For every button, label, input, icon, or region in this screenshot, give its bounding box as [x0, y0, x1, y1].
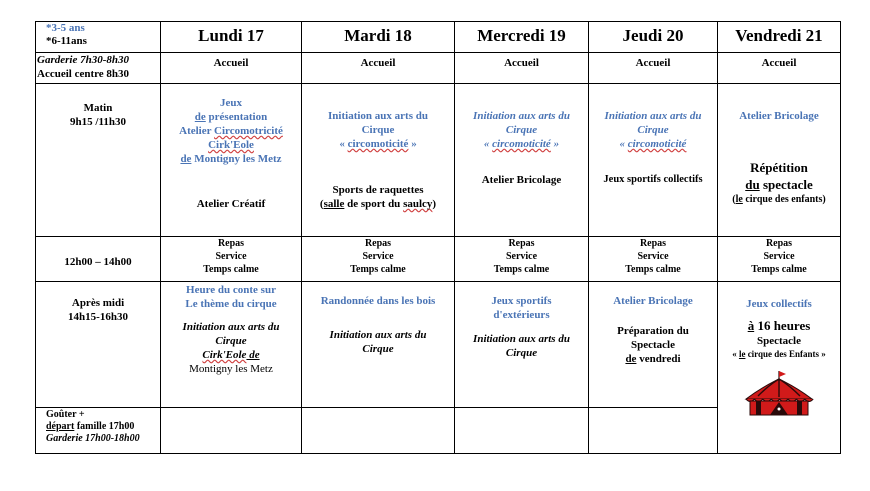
thu-vendredi: de vendredi — [625, 353, 681, 365]
wed-initiation-pm: Initiation aux arts du — [473, 333, 570, 345]
mon-initiation: Initiation aux arts du — [182, 321, 280, 333]
day-header-tuesday: Mardi 18 — [302, 22, 455, 53]
gouter-tuesday — [302, 408, 455, 454]
fri-16-heures: à 16 heures — [747, 318, 811, 333]
tue-cirque-pm: Cirque — [362, 343, 394, 355]
mon-cirkeole-de: Cirk'Eole de — [202, 349, 260, 361]
fri-cirque-enfants-pm: « le cirque des Enfants » — [732, 349, 826, 359]
garderie-soir-label: Garderie 17h00-18h00 — [46, 433, 140, 444]
tue-initiation-pm: Initiation aux arts du — [329, 329, 427, 341]
temps-calme-label: Temps calme — [493, 264, 550, 275]
repas-wednesday — [455, 237, 589, 282]
wed-circomoticite: « circomoticité » — [483, 138, 560, 150]
fri-jeux-collectifs: Jeux collectifs — [746, 298, 812, 310]
fri-atelier-bricolage: Atelier Bricolage — [739, 110, 819, 122]
thu-initiation: Initiation aux arts du — [604, 110, 702, 122]
repas-label: Repas — [364, 238, 392, 249]
accueil-friday: Accueil — [718, 53, 841, 84]
temps-calme-label: Temps calme — [625, 264, 681, 275]
mon-montigny-pm: Montigny les Metz — [189, 363, 273, 375]
service-label: Service — [637, 251, 669, 262]
repas-label: Repas — [765, 238, 793, 249]
gouter-label: Goûter + — [46, 409, 85, 420]
thu-atelier-bricolage: Atelier Bricolage — [613, 295, 693, 307]
apres-midi-label: Après midi — [71, 297, 125, 309]
mon-montigny: de Montigny les Metz — [180, 153, 282, 165]
repas-label: Repas — [217, 238, 245, 249]
service-label: Service — [763, 251, 795, 262]
fri-cirque-enfants: (le cirque des enfants) — [732, 194, 826, 205]
repas-thursday — [589, 237, 718, 282]
depart-famille-label: départ famille 17h00 — [46, 421, 135, 432]
apres-midi-hours: 14h15-16h30 — [68, 311, 128, 323]
fri-repetition: Répétition — [750, 160, 808, 175]
wed-atelier-bricolage: Atelier Bricolage — [481, 174, 562, 186]
apres-midi-thursday — [589, 282, 718, 408]
accueil-label-cell — [36, 53, 161, 84]
temps-calme-label: Temps calme — [350, 264, 406, 275]
day-header-thursday: Jeudi 20 — [589, 22, 718, 53]
matin-row — [36, 84, 841, 237]
apres-midi-monday — [161, 282, 302, 408]
matin-wednesday — [455, 84, 589, 237]
thu-jeux-sportifs: Jeux sportifs collectifs — [603, 174, 703, 185]
fri-du-spectacle: du spectacle — [745, 177, 813, 192]
wed-cirque-pm: Cirque — [505, 347, 538, 359]
apres-midi-wednesday — [455, 282, 589, 408]
service-label: Service — [505, 251, 538, 262]
mon-atelier-creatif: Atelier Créatif — [196, 198, 266, 210]
gouter-thursday — [589, 408, 718, 454]
mon-theme-cirque: Le thème du cirque — [185, 298, 277, 310]
apres-midi-friday — [718, 282, 841, 454]
fri-spectacle: Spectacle — [757, 335, 801, 347]
wed-exterieurs: d'extérieurs — [493, 309, 550, 321]
thu-preparation: Préparation du — [617, 325, 689, 337]
mon-presentation: de présentation — [194, 111, 268, 123]
accueil-wednesday: Accueil — [455, 53, 589, 84]
accueil-tuesday: Accueil — [302, 53, 455, 84]
repas-label-cell — [36, 237, 161, 282]
repas-monday — [161, 237, 302, 282]
accueil-centre-label: Accueil centre 8h30 — [37, 68, 130, 80]
service-label: Service — [215, 251, 247, 262]
weekly-schedule-table — [35, 21, 841, 454]
gouter-wednesday — [455, 408, 589, 454]
repas-label: Repas — [508, 238, 535, 249]
age-groups-cell — [36, 22, 161, 53]
apres-midi-label-cell — [36, 282, 161, 408]
repas-friday — [718, 237, 841, 282]
age-group-3-5: *3-5 ans — [46, 22, 85, 34]
temps-calme-label: Temps calme — [751, 264, 807, 275]
matin-thursday — [589, 84, 718, 237]
garderie-label: Garderie 7h30-8h30 — [37, 54, 129, 66]
tue-initiation: Initiation aux arts du — [328, 110, 428, 122]
thu-cirque: Cirque — [637, 124, 669, 136]
wed-cirque: Cirque — [505, 124, 538, 136]
apres-midi-tuesday — [302, 282, 455, 408]
mon-atelier-circo: Atelier Circomotricité — [179, 125, 283, 137]
gouter-monday — [161, 408, 302, 454]
tue-salle-saulcy: (salle de sport du saulcy) — [319, 198, 437, 210]
age-group-6-11: *6-11ans — [46, 35, 87, 47]
mon-jeux: Jeux — [220, 97, 242, 109]
tue-randonnee: Randonnée dans les bois — [320, 295, 436, 307]
accueil-row — [36, 53, 841, 84]
thu-circomoticite: « circomoticité — [619, 138, 687, 150]
tue-sports-raquettes: Sports de raquettes — [332, 184, 424, 196]
matin-friday — [718, 84, 841, 237]
gouter-label-cell — [36, 408, 161, 454]
day-header-monday: Lundi 17 — [161, 22, 302, 53]
day-header-wednesday: Mercredi 19 — [455, 22, 589, 53]
circus-tent-icon — [718, 369, 840, 421]
mon-cirque: Cirque — [215, 335, 247, 347]
repas-label: Repas — [639, 238, 667, 249]
apres-midi-row — [36, 282, 841, 408]
header-row — [36, 22, 841, 53]
matin-label-cell — [36, 84, 161, 237]
matin-hours: 9h15 /11h30 — [70, 116, 126, 128]
accueil-monday: Accueil — [161, 53, 302, 84]
wed-initiation: Initiation aux arts du — [473, 110, 570, 122]
temps-calme-label: Temps calme — [203, 264, 259, 275]
mon-heure-conte: Heure du conte sur — [186, 284, 276, 296]
service-label: Service — [362, 251, 394, 262]
mon-cirkeole: Cirk'Eole — [208, 139, 254, 151]
tue-cirque: Cirque — [361, 124, 395, 136]
accueil-thursday: Accueil — [589, 53, 718, 84]
day-header-friday: Vendredi 21 — [718, 22, 841, 53]
matin-monday — [161, 84, 302, 237]
tue-circomoticite: « circomoticité » — [339, 138, 417, 150]
repas-hours: 12h00 – 14h00 — [64, 256, 132, 268]
matin-tuesday — [302, 84, 455, 237]
repas-tuesday — [302, 237, 455, 282]
thu-spectacle: Spectacle — [631, 339, 675, 351]
repas-row — [36, 237, 841, 282]
matin-label: Matin — [83, 102, 113, 114]
wed-jeux-sportifs: Jeux sportifs — [491, 295, 552, 307]
